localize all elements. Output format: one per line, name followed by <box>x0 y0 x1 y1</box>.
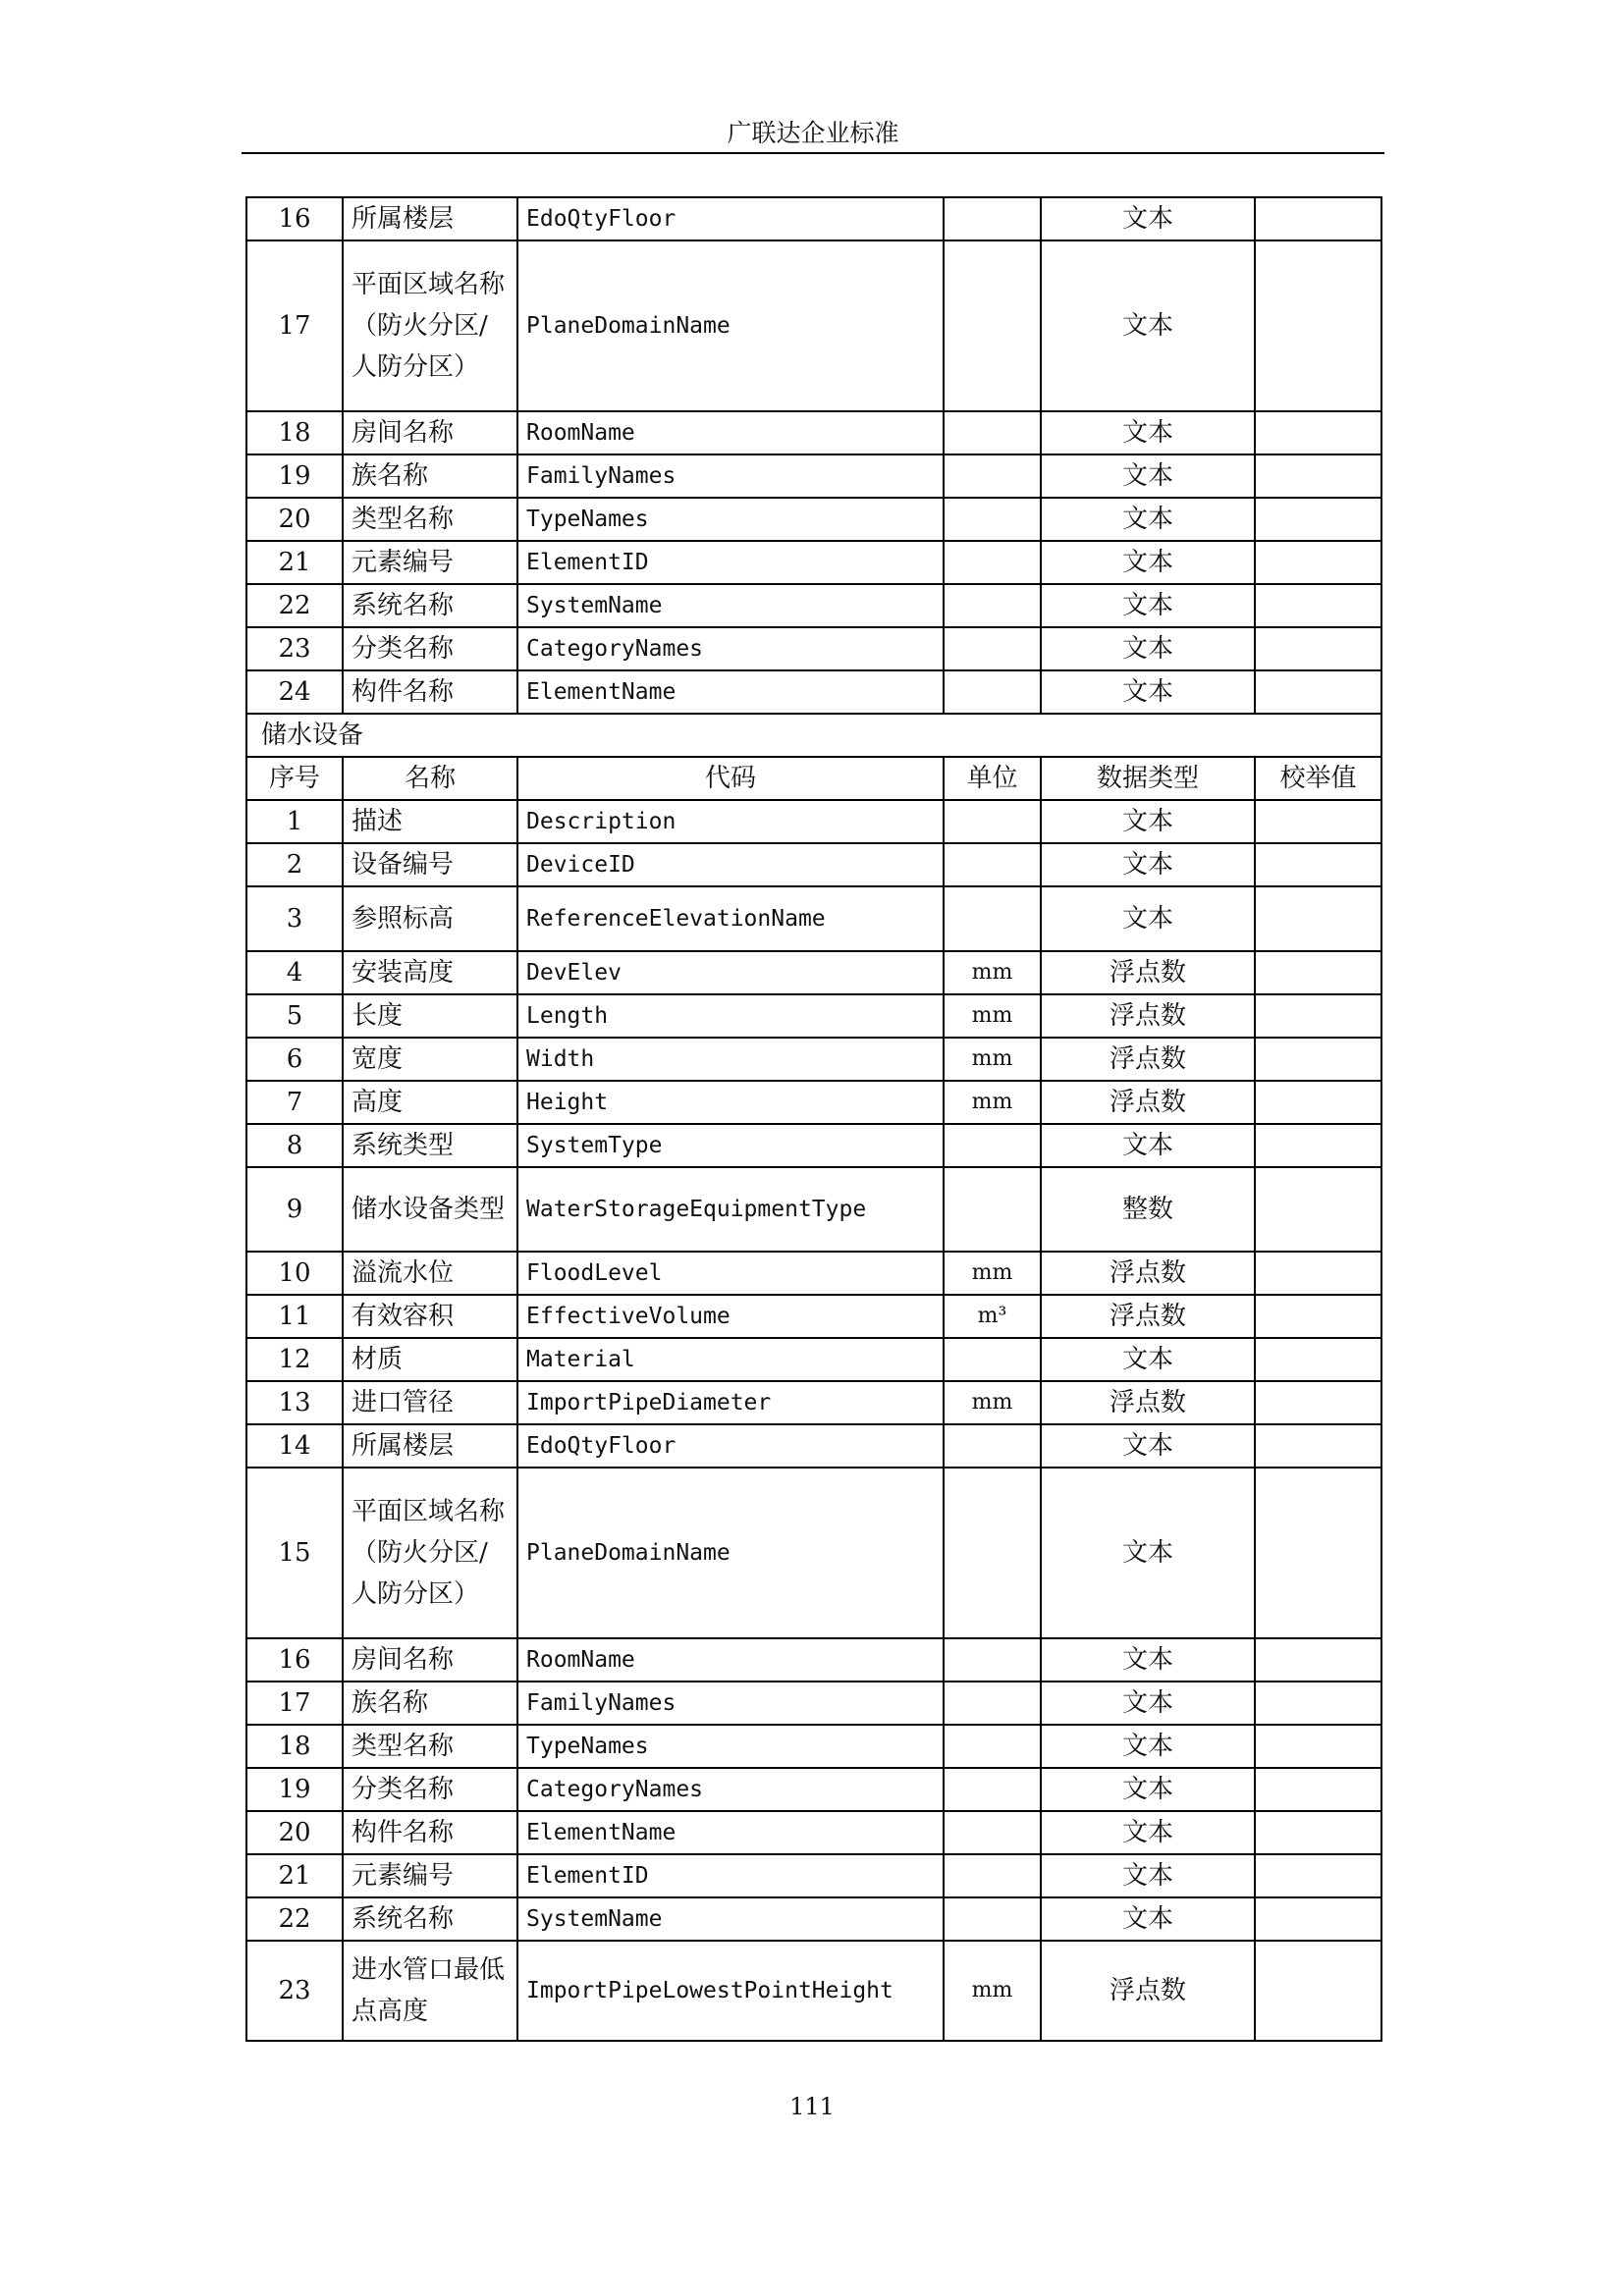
row-name: 设备编号 <box>343 843 517 886</box>
row-type: 文本 <box>1041 454 1255 498</box>
row-unit <box>944 800 1041 843</box>
row-code: ElementID <box>517 541 944 584</box>
table-row <box>246 1941 1381 2041</box>
row-enum <box>1255 843 1381 886</box>
row-unit <box>944 670 1041 714</box>
row-type: 文本 <box>1041 1124 1255 1167</box>
row-name: 系统名称 <box>343 584 517 627</box>
row-number: 9 <box>246 1167 343 1252</box>
table-row <box>246 1725 1381 1768</box>
row-unit: mm <box>944 951 1041 994</box>
row-name: 构件名称 <box>343 1811 517 1854</box>
row-number: 6 <box>246 1038 343 1081</box>
row-name: 长度 <box>343 994 517 1038</box>
row-number: 20 <box>246 498 343 541</box>
row-code: WaterStorageEquipmentType <box>517 1167 944 1252</box>
attribute-table <box>245 196 1382 2042</box>
row-type: 浮点数 <box>1041 1941 1255 2041</box>
row-enum <box>1255 886 1381 951</box>
row-unit: mm <box>944 1381 1041 1424</box>
row-type: 文本 <box>1041 1811 1255 1854</box>
row-type: 文本 <box>1041 197 1255 240</box>
row-type: 文本 <box>1041 584 1255 627</box>
row-number: 18 <box>246 1725 343 1768</box>
header-divider <box>242 152 1384 154</box>
row-type: 文本 <box>1041 1682 1255 1725</box>
row-number: 21 <box>246 1854 343 1897</box>
row-type: 文本 <box>1041 1768 1255 1811</box>
table-row <box>246 886 1381 951</box>
row-number: 13 <box>246 1381 343 1424</box>
section-title: 储水设备 <box>246 714 1381 757</box>
row-code: DevElev <box>517 951 944 994</box>
row-name: 元素编号 <box>343 541 517 584</box>
table-row <box>246 240 1381 411</box>
row-type: 文本 <box>1041 886 1255 951</box>
row-number: 8 <box>246 1124 343 1167</box>
row-name: 所属楼层 <box>343 1424 517 1468</box>
row-enum <box>1255 1725 1381 1768</box>
row-type: 浮点数 <box>1041 1295 1255 1338</box>
row-name: 系统名称 <box>343 1897 517 1941</box>
row-number: 22 <box>246 584 343 627</box>
row-enum <box>1255 411 1381 454</box>
row-code: ImportPipeDiameter <box>517 1381 944 1424</box>
table-row <box>246 627 1381 670</box>
row-name: 溢流水位 <box>343 1252 517 1295</box>
table-row <box>246 1295 1381 1338</box>
row-name: 材质 <box>343 1338 517 1381</box>
column-header-name: 名称 <box>343 757 517 800</box>
row-unit <box>944 1338 1041 1381</box>
row-unit <box>944 1638 1041 1682</box>
table-row <box>246 1338 1381 1381</box>
row-number: 19 <box>246 454 343 498</box>
row-unit <box>944 541 1041 584</box>
row-number: 14 <box>246 1424 343 1468</box>
row-enum <box>1255 1124 1381 1167</box>
row-unit <box>944 886 1041 951</box>
row-number: 15 <box>246 1468 343 1638</box>
column-header-enum: 校举值 <box>1255 757 1381 800</box>
row-number: 22 <box>246 1897 343 1941</box>
row-enum <box>1255 1167 1381 1252</box>
row-unit <box>944 1854 1041 1897</box>
row-number: 4 <box>246 951 343 994</box>
table-row <box>246 1811 1381 1854</box>
row-enum <box>1255 1038 1381 1081</box>
row-code: SystemName <box>517 584 944 627</box>
row-enum <box>1255 1682 1381 1725</box>
row-unit <box>944 1897 1041 1941</box>
row-type: 浮点数 <box>1041 1038 1255 1081</box>
row-unit <box>944 197 1041 240</box>
row-name: 宽度 <box>343 1038 517 1081</box>
row-number: 11 <box>246 1295 343 1338</box>
row-type: 文本 <box>1041 541 1255 584</box>
row-enum <box>1255 1424 1381 1468</box>
row-code: PlaneDomainName <box>517 240 944 411</box>
row-enum <box>1255 541 1381 584</box>
table-row <box>246 584 1381 627</box>
row-number: 24 <box>246 670 343 714</box>
row-type: 浮点数 <box>1041 1381 1255 1424</box>
table-row <box>246 843 1381 886</box>
row-unit: mm <box>944 1252 1041 1295</box>
row-unit <box>944 627 1041 670</box>
row-code: ElementName <box>517 670 944 714</box>
table-row <box>246 197 1381 240</box>
row-enum <box>1255 240 1381 411</box>
row-number: 17 <box>246 240 343 411</box>
row-code: TypeNames <box>517 1725 944 1768</box>
row-number: 19 <box>246 1768 343 1811</box>
row-name: 类型名称 <box>343 498 517 541</box>
row-name: 高度 <box>343 1081 517 1124</box>
row-enum <box>1255 670 1381 714</box>
row-unit: mm <box>944 1038 1041 1081</box>
row-type: 文本 <box>1041 1468 1255 1638</box>
row-number: 7 <box>246 1081 343 1124</box>
row-number: 23 <box>246 627 343 670</box>
row-code: FloodLevel <box>517 1252 944 1295</box>
row-unit <box>944 1124 1041 1167</box>
row-unit <box>944 843 1041 886</box>
row-enum <box>1255 800 1381 843</box>
row-unit: mm <box>944 1941 1041 2041</box>
row-name: 储水设备类型 <box>343 1167 517 1252</box>
row-number: 18 <box>246 411 343 454</box>
table-row <box>246 1038 1381 1081</box>
row-number: 16 <box>246 1638 343 1682</box>
row-unit <box>944 454 1041 498</box>
row-type: 文本 <box>1041 1424 1255 1468</box>
row-name: 系统类型 <box>343 1124 517 1167</box>
row-code: Material <box>517 1338 944 1381</box>
table-row <box>246 1124 1381 1167</box>
row-enum <box>1255 1854 1381 1897</box>
section-row <box>246 714 1381 757</box>
table-row <box>246 1638 1381 1682</box>
page-number: 111 <box>789 2093 835 2120</box>
table-row <box>246 994 1381 1038</box>
row-name: 进水管口最低点高度 <box>343 1941 517 2041</box>
row-code: DeviceID <box>517 843 944 886</box>
row-number: 5 <box>246 994 343 1038</box>
row-code: SystemType <box>517 1124 944 1167</box>
row-code: EdoQtyFloor <box>517 197 944 240</box>
row-enum <box>1255 1811 1381 1854</box>
row-name: 平面区域名称（防火分区/人防分区） <box>343 240 517 411</box>
row-enum <box>1255 1768 1381 1811</box>
column-header-no: 序号 <box>246 757 343 800</box>
row-unit <box>944 1167 1041 1252</box>
row-name: 房间名称 <box>343 1638 517 1682</box>
row-code: Length <box>517 994 944 1038</box>
row-type: 文本 <box>1041 1854 1255 1897</box>
row-code: CategoryNames <box>517 1768 944 1811</box>
row-name: 房间名称 <box>343 411 517 454</box>
row-unit <box>944 584 1041 627</box>
column-header-unit: 单位 <box>944 757 1041 800</box>
row-enum <box>1255 994 1381 1038</box>
row-type: 浮点数 <box>1041 1081 1255 1124</box>
table-row <box>246 541 1381 584</box>
row-type: 文本 <box>1041 800 1255 843</box>
table-row <box>246 1167 1381 1252</box>
row-unit <box>944 1424 1041 1468</box>
row-code: RoomName <box>517 411 944 454</box>
table-row <box>246 1854 1381 1897</box>
row-code: ImportPipeLowestPointHeight <box>517 1941 944 2041</box>
row-type: 整数 <box>1041 1167 1255 1252</box>
row-enum <box>1255 1897 1381 1941</box>
row-code: ReferenceElevationName <box>517 886 944 951</box>
table-row <box>246 951 1381 994</box>
row-enum <box>1255 1638 1381 1682</box>
row-code: FamilyNames <box>517 1682 944 1725</box>
row-number: 23 <box>246 1941 343 2041</box>
row-code: Width <box>517 1038 944 1081</box>
row-name: 所属楼层 <box>343 197 517 240</box>
row-enum <box>1255 1295 1381 1338</box>
row-code: SystemName <box>517 1897 944 1941</box>
row-name: 族名称 <box>343 1682 517 1725</box>
table-row <box>246 498 1381 541</box>
row-enum <box>1255 454 1381 498</box>
table-row <box>246 670 1381 714</box>
row-type: 文本 <box>1041 670 1255 714</box>
row-number: 3 <box>246 886 343 951</box>
row-enum <box>1255 1252 1381 1295</box>
row-number: 2 <box>246 843 343 886</box>
row-unit <box>944 1682 1041 1725</box>
row-number: 21 <box>246 541 343 584</box>
row-enum <box>1255 1081 1381 1124</box>
row-unit <box>944 240 1041 411</box>
row-unit <box>944 1725 1041 1768</box>
column-header-type: 数据类型 <box>1041 757 1255 800</box>
row-type: 文本 <box>1041 240 1255 411</box>
row-type: 文本 <box>1041 1638 1255 1682</box>
table-header-row <box>246 757 1381 800</box>
row-name: 参照标高 <box>343 886 517 951</box>
row-code: TypeNames <box>517 498 944 541</box>
row-code: PlaneDomainName <box>517 1468 944 1638</box>
table-row <box>246 1424 1381 1468</box>
row-enum <box>1255 1381 1381 1424</box>
row-type: 浮点数 <box>1041 951 1255 994</box>
row-type: 文本 <box>1041 1338 1255 1381</box>
row-code: ElementName <box>517 1811 944 1854</box>
table-row <box>246 1768 1381 1811</box>
page-header-title: 广联达企业标准 <box>727 119 899 147</box>
table-row <box>246 800 1381 843</box>
row-name: 有效容积 <box>343 1295 517 1338</box>
row-name: 安装高度 <box>343 951 517 994</box>
row-enum <box>1255 627 1381 670</box>
row-unit: m³ <box>944 1295 1041 1338</box>
row-type: 浮点数 <box>1041 994 1255 1038</box>
row-code: ElementID <box>517 1854 944 1897</box>
row-unit <box>944 1768 1041 1811</box>
row-number: 16 <box>246 197 343 240</box>
row-type: 文本 <box>1041 1725 1255 1768</box>
row-number: 1 <box>246 800 343 843</box>
row-name: 平面区域名称（防火分区/人防分区） <box>343 1468 517 1638</box>
row-type: 文本 <box>1041 843 1255 886</box>
row-number: 10 <box>246 1252 343 1295</box>
row-code: EdoQtyFloor <box>517 1424 944 1468</box>
row-unit <box>944 411 1041 454</box>
table-row <box>246 1682 1381 1725</box>
row-unit: mm <box>944 1081 1041 1124</box>
row-type: 文本 <box>1041 498 1255 541</box>
row-name: 元素编号 <box>343 1854 517 1897</box>
row-name: 描述 <box>343 800 517 843</box>
row-code: Description <box>517 800 944 843</box>
row-number: 17 <box>246 1682 343 1725</box>
row-code: EffectiveVolume <box>517 1295 944 1338</box>
table-row <box>246 411 1381 454</box>
row-unit <box>944 1811 1041 1854</box>
row-enum <box>1255 584 1381 627</box>
table-row <box>246 1381 1381 1424</box>
row-enum <box>1255 498 1381 541</box>
row-enum <box>1255 1468 1381 1638</box>
table-row <box>246 1081 1381 1124</box>
row-name: 族名称 <box>343 454 517 498</box>
row-enum <box>1255 197 1381 240</box>
table-row <box>246 1468 1381 1638</box>
row-unit <box>944 1468 1041 1638</box>
row-type: 文本 <box>1041 627 1255 670</box>
row-code: Height <box>517 1081 944 1124</box>
row-code: FamilyNames <box>517 454 944 498</box>
row-name: 构件名称 <box>343 670 517 714</box>
row-name: 分类名称 <box>343 627 517 670</box>
table-row <box>246 1897 1381 1941</box>
row-enum <box>1255 1941 1381 2041</box>
row-name: 分类名称 <box>343 1768 517 1811</box>
row-number: 20 <box>246 1811 343 1854</box>
row-name: 类型名称 <box>343 1725 517 1768</box>
row-type: 浮点数 <box>1041 1252 1255 1295</box>
row-type: 文本 <box>1041 1897 1255 1941</box>
column-header-code: 代码 <box>517 757 944 800</box>
table-row <box>246 1252 1381 1295</box>
table-row <box>246 454 1381 498</box>
row-name: 进口管径 <box>343 1381 517 1424</box>
row-unit <box>944 498 1041 541</box>
row-type: 文本 <box>1041 411 1255 454</box>
row-unit: mm <box>944 994 1041 1038</box>
row-number: 12 <box>246 1338 343 1381</box>
row-code: RoomName <box>517 1638 944 1682</box>
row-enum <box>1255 1338 1381 1381</box>
row-enum <box>1255 951 1381 994</box>
row-code: CategoryNames <box>517 627 944 670</box>
